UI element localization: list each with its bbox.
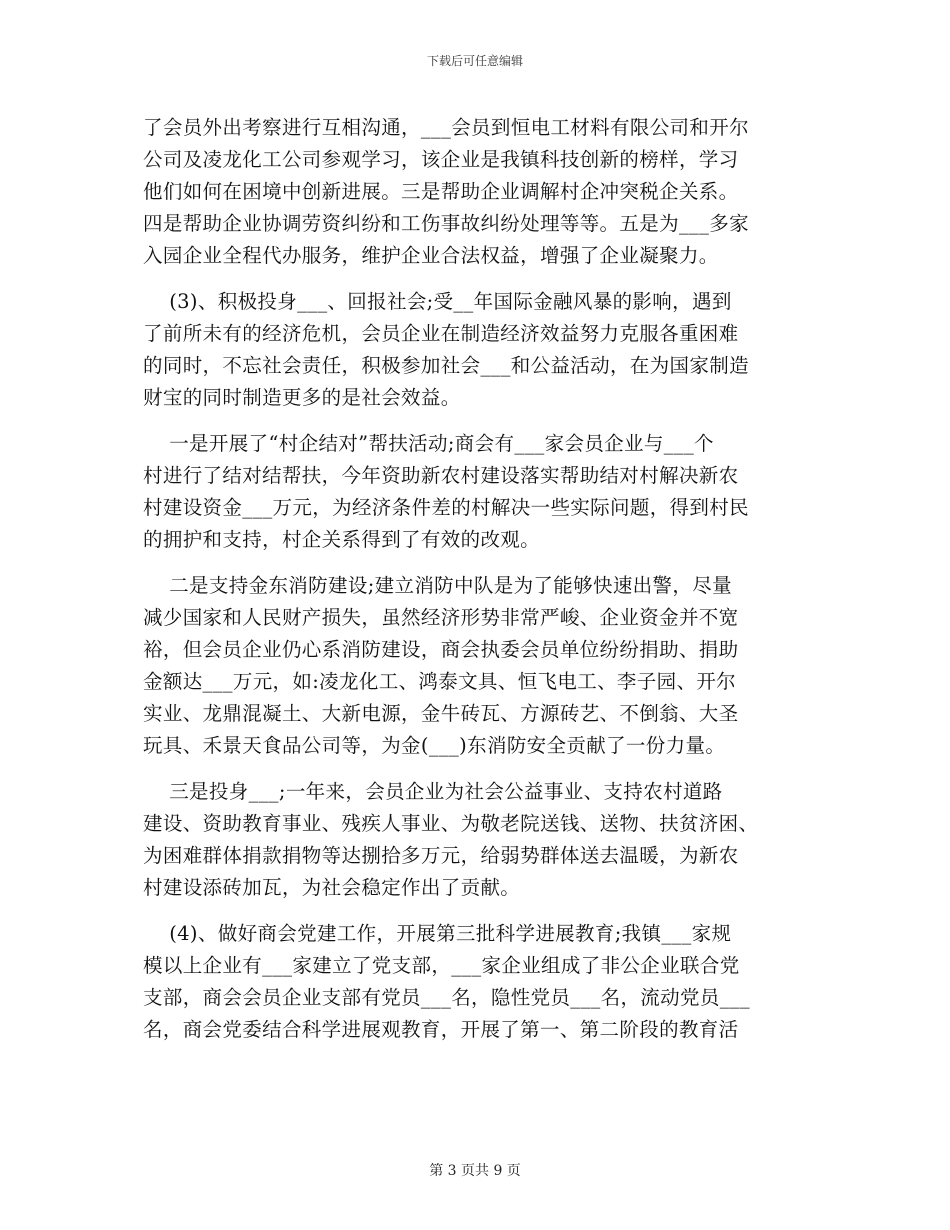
text-line: 玩具、禾景天食品公司等，为金(___)东消防安全贡献了一份力量。 [143, 734, 726, 757]
paragraph [143, 776, 807, 904]
text-line: 财宝的同时制造更多的是社会效益。 [143, 386, 461, 409]
document-body [143, 112, 807, 1046]
paragraph [143, 570, 807, 762]
text-line: 的拥护和支持，村企关系得到了有效的改观。 [143, 528, 541, 551]
text-line: 他们如何在困境中创新进展。三是帮助企业调解村企冲突税企关系。 [143, 180, 739, 203]
text-line: 建设、资助教育事业、残疾人事业、为敬老院送钱、送物、扶贫济困、 [143, 812, 759, 835]
text-line: 村进行了结对结帮扶，今年资助新农村建设落实帮助结对村解决新农 [143, 464, 739, 487]
text-line: 了会员外出考察进行互相沟通，___会员到恒电工材料有限公司和开尔 [143, 116, 749, 139]
paragraph [143, 428, 807, 556]
text-line: 公司及凌龙化工公司参观学习，该企业是我镇科技创新的榜样，学习 [143, 148, 739, 171]
text-line: 四是帮助企业协调劳资纠纷和工伤事故纠纷处理等等。五是为___多家 [143, 212, 749, 235]
text-line: (3)、积极投身___、回报社会;受__年国际金融风暴的影响，遇到 [143, 290, 732, 313]
text-line: 名，商会党委结合科学进展观教育，开展了第一、第二阶段的教育活 [143, 1018, 739, 1041]
text-line: 的同时，不忘社会责任，积极参加社会___和公益活动，在为国家制造 [143, 354, 749, 377]
text-line: 村建设添砖加瓦，为社会稳定作出了贡献。 [143, 876, 521, 899]
text-line: 二是支持金东消防建设;建立消防中队是为了能够快速出警，尽量 [143, 574, 732, 597]
text-line: (4)、做好商会党建工作，开展第三批科学进展教育;我镇___家规 [143, 922, 732, 945]
page-header-note: 下载后可任意编辑 [426, 54, 523, 68]
paragraph-gap [143, 762, 807, 776]
text-line: 裕，但会员企业仍心系消防建设，商会执委会员单位纷纷捐助、捐助 [143, 638, 739, 661]
text-line: 实业、龙鼎混凝土、大新电源，金牛砖瓦、方源砖艺、不倒翁、大圣 [143, 702, 739, 725]
text-line: 一是开展了“村企结对”帮扶活动;商会有___家会员企业与___个 [143, 432, 714, 455]
text-line: 减少国家和人民财产损失，虽然经济形势非常严峻、企业资金并不宽 [143, 606, 739, 629]
paragraph-gap [143, 556, 807, 570]
paragraph [143, 112, 807, 272]
paragraph-gap [143, 414, 807, 428]
paragraph [143, 918, 807, 1046]
paragraph-gap [143, 272, 807, 286]
text-line: 入园企业全程代办服务，维护企业合法权益，增强了企业凝聚力。 [143, 244, 719, 267]
text-line: 了前所未有的经济危机，会员企业在制造经济效益努力克服各重困难 [143, 322, 739, 345]
text-line: 为困难群体捐款捐物等达捌拾多万元，给弱势群体送去温暖，为新农 [143, 844, 739, 867]
page-number: 第 3 页共 9 页 [429, 1163, 521, 1179]
text-line: 模以上企业有___家建立了党支部，___家企业组成了非公企业联合党 [143, 954, 740, 977]
paragraph [143, 286, 807, 414]
paragraph-gap [143, 904, 807, 918]
text-line: 支部，商会会员企业支部有党员___名，隐性党员___名，流动党员___ [143, 986, 751, 1009]
text-line: 三是投身___;一年来，会员企业为社会公益事业、支持农村道路 [143, 780, 723, 803]
text-line: 村建设资金___万元，为经济条件差的村解决一些实际问题，得到村民 [143, 496, 749, 519]
text-line: 金额达___万元，如:凌龙化工、鸿泰文具、恒飞电工、李子园、开尔 [143, 670, 737, 693]
